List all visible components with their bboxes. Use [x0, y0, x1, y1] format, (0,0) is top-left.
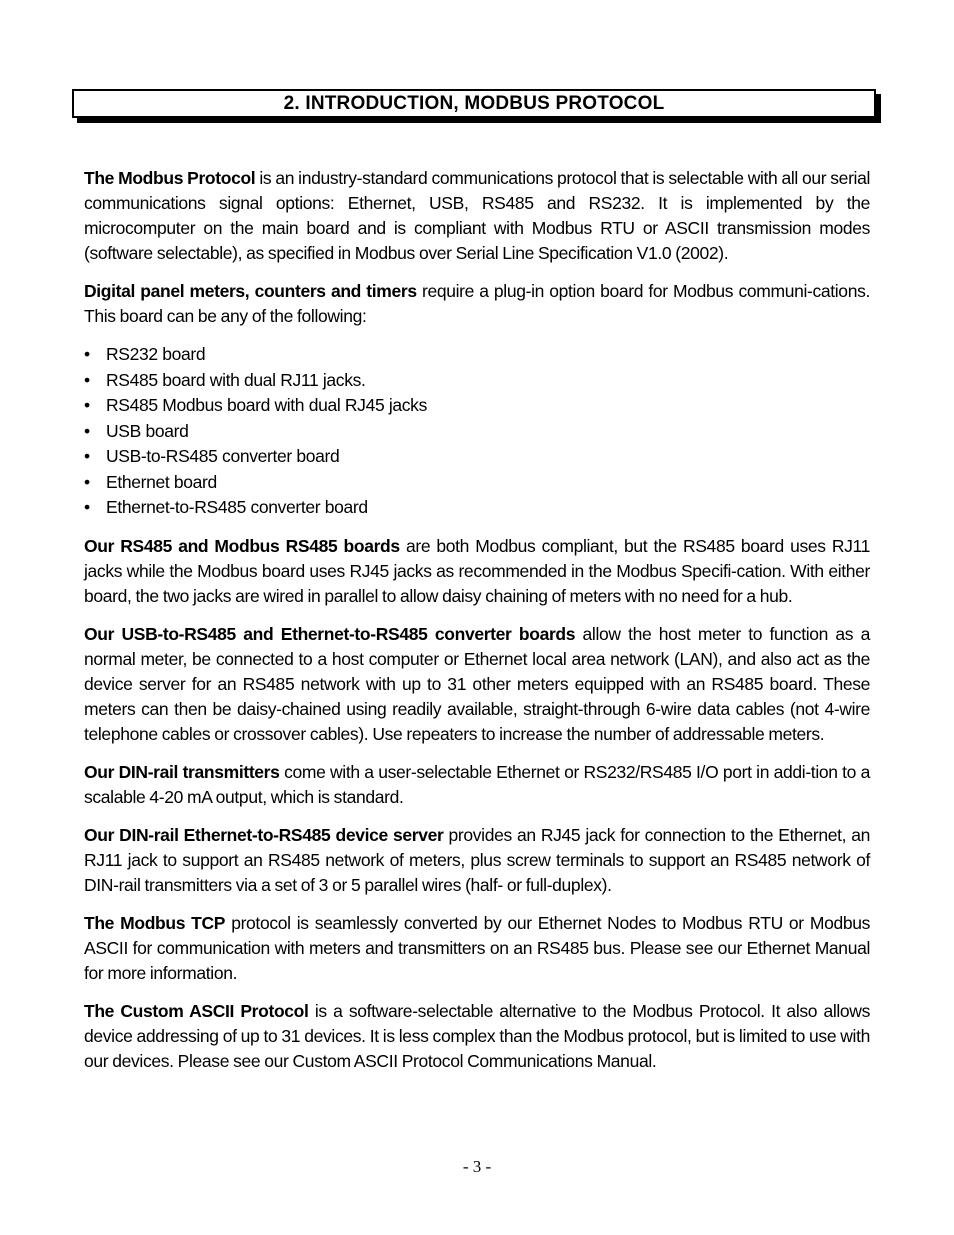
paragraph-device-server	[84, 823, 870, 898]
paragraph-custom-ascii	[84, 999, 870, 1074]
paragraph-text: protocol is seamlessly converted by our Ethernet Nodes to Modbus RTU or Modbus ASCII for communication with meters and transmitters on an RS485 bus. Please see our Ethernet Manual for more information.	[84, 912, 870, 983]
bullet-icon: •	[84, 497, 90, 517]
bullet-icon: •	[84, 446, 90, 466]
list-item	[84, 368, 870, 394]
paragraph-converter-boards	[84, 622, 870, 747]
paragraph-text: require a plug-in option board for Modbus communi-cations. This board can be any of the following:	[84, 281, 870, 326]
section-heading-box	[72, 89, 876, 118]
list-item-text: RS232 board	[106, 344, 206, 364]
paragraph-lead: The Custom ASCII Protocol	[84, 1000, 309, 1021]
paragraph-din-rail-transmitters	[84, 760, 870, 810]
paragraph-lead: Our DIN-rail transmitters	[84, 761, 280, 782]
paragraph-digital-panel-meters	[84, 279, 870, 329]
list-item-text: RS485 Modbus board with dual RJ45 jacks	[106, 395, 427, 415]
list-item	[84, 470, 870, 496]
list-item-text: RS485 board with dual RJ11 jacks.	[106, 369, 366, 390]
paragraph-text: allow the host meter to function as a normal meter, be connected to a host computer or Ethernet local area network (LAN), and also act as the device server for an RS485 network with up to 31 other meters equipped with an RS485 board. These meters can then be daisy-chained using readily available, straight-through 6-wire data cables (not 4-wire telephone cables or crossover cables). Use repeaters to increase the number of addressable meters.	[84, 623, 870, 744]
list-item	[84, 495, 870, 521]
section-title: 2. INTRODUCTION, MODBUS PROTOCOL	[283, 92, 665, 114]
paragraph-lead: Digital panel meters, counters and timers	[84, 281, 417, 301]
list-item	[84, 419, 870, 445]
bullet-icon: •	[84, 420, 90, 441]
list-item-text: USB-to-RS485 converter board	[106, 446, 340, 466]
option-board-list	[84, 342, 870, 521]
list-item	[84, 342, 870, 368]
page-number: - 3 -	[462, 1157, 492, 1176]
list-item-text: USB board	[106, 420, 189, 441]
paragraph-text: is an industry-standard communications protocol that is selectable with all our serial communications signal options: Ethernet, USB, RS485 and RS232. It is implemented by the microcomputer on the main board and is compliant with Modbus RTU or ASCII transmission modes (software selectable), as specified in Modbus over Serial Line Specification V1.0 (2002).	[84, 168, 870, 263]
list-item	[84, 444, 870, 470]
paragraph-text: are both Modbus compliant, but the RS485 board uses RJ11 jacks while the Modbus board uses RJ45 jacks as recommended in the Modbus Specifi-cation. With either board, the two jacks are wired in parallel to allow daisy chaining of meters with no need for a hub.	[84, 535, 870, 606]
paragraph-lead: The Modbus Protocol	[84, 168, 256, 188]
paragraph-lead: Our RS485 and Modbus RS485 boards	[84, 535, 400, 556]
paragraph-lead: The Modbus TCP	[84, 912, 226, 933]
bullet-icon: •	[84, 369, 90, 390]
list-item-text: Ethernet board	[106, 471, 217, 492]
paragraph-lead: Our USB-to-RS485 and Ethernet-to-RS485 converter boards	[84, 623, 576, 644]
document-body	[84, 166, 870, 1087]
paragraph-modbus-tcp	[84, 911, 870, 986]
paragraph-modbus-protocol	[84, 166, 870, 266]
list-item-text: Ethernet-to-RS485 converter board	[106, 497, 368, 517]
list-item	[84, 393, 870, 419]
paragraph-lead: Our DIN-rail Ethernet-to-RS485 device server	[84, 824, 444, 845]
bullet-icon: •	[84, 395, 90, 415]
paragraph-text: is a software-selectable alternative to the Modbus Protocol. It also allows device addressing of up to 31 devices. It is less complex than the Modbus protocol, but is limited to use with our devices. Please see our Custom ASCII Protocol Communications Manual.	[84, 1000, 870, 1071]
paragraph-text: provides an RJ45 jack for connection to the Ethernet, an RJ11 jack to support an RS485 network of meters, plus screw terminals to support an RS485 network of DIN-rail transmitters via a set of 3 or 5 parallel wires (half- or full-duplex).	[84, 824, 871, 895]
paragraph-text: come with a user-selectable Ethernet or RS232/RS485 I/O port in addi-tion to a scalable 4-20 mA output, which is standard.	[84, 761, 870, 807]
paragraph-rs485-boards	[84, 534, 870, 609]
bullet-icon: •	[84, 344, 90, 364]
bullet-icon: •	[84, 471, 90, 492]
